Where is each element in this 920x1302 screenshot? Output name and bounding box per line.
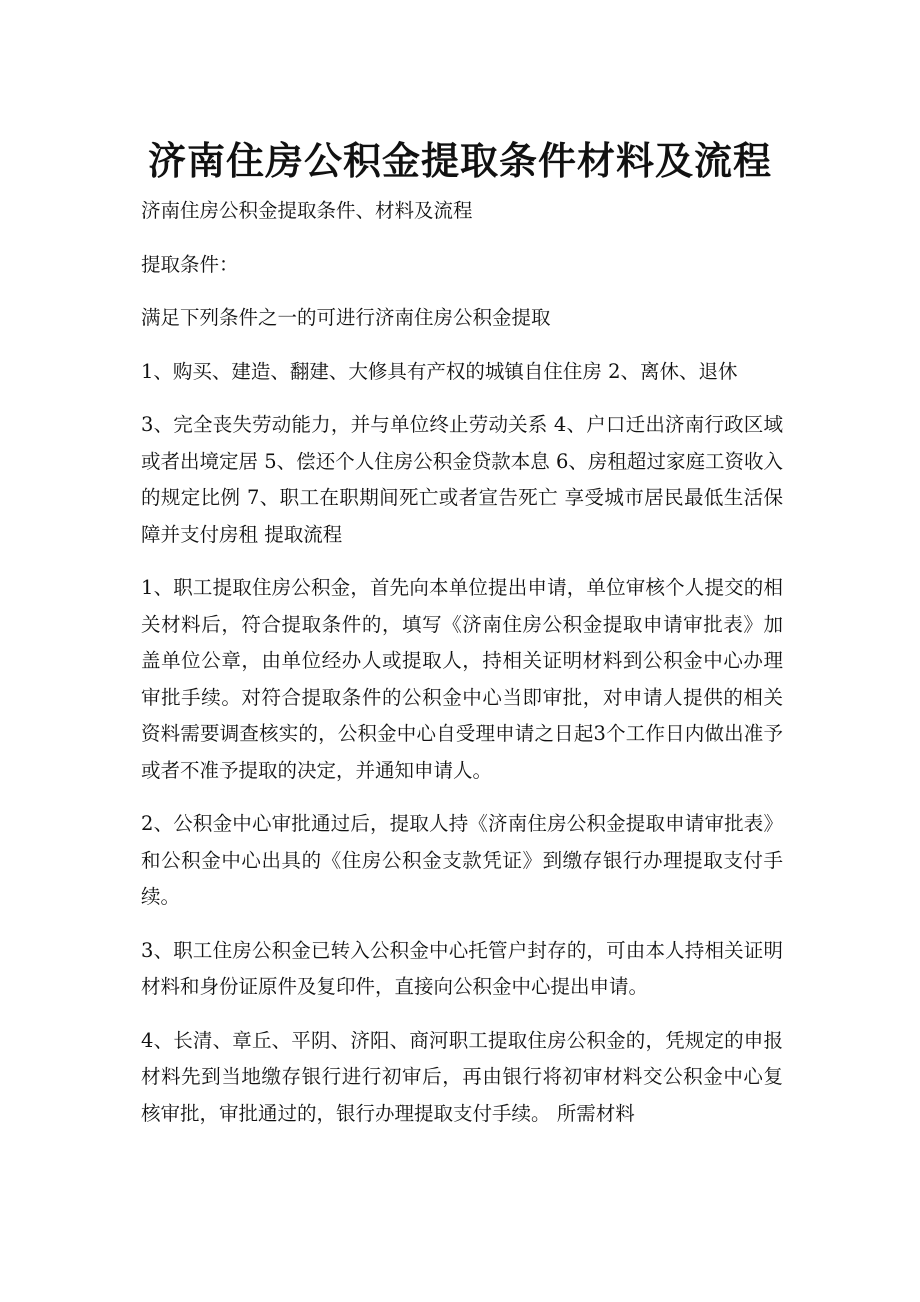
paragraph-conditions-1-2: 1、购买、建造、翻建、大修具有产权的城镇自住住房 2、离休、退休 <box>141 359 738 383</box>
paragraph-conditions-intro: 满足下列条件之一的可进行济南住房公积金提取 <box>141 306 551 329</box>
paragraph-process-step-4: 4、长清、章丘、平阴、济阳、商河职工提取住房公积金的，凭规定的申报材料先到当地缴存银行进行初审后，再由银行将初审材料交公积金中心复核审批，审批通过的，银行办理提取支付手续。 所需材料 <box>141 1028 783 1125</box>
paragraph-process-step-1: 1、职工提取住房公积金，首先向本单位提出申请，单位审核个人提交的相关材料后，符合提取条件的，填写《济南住房公积金提取申请审批表》加盖单位公章，由单位经办人或提取人，持相关证明材料到公积金中心办理审批手续。对符合提取条件的公积金中心当即审批，对申请人提供的相关资料需要调查核实的，公积金中心自受理申请之日起3个工作日内做出准予或者不准予提取的决定，并通知申请人。 <box>141 576 783 782</box>
paragraph-process-step-2: 2、公积金中心审批通过后，提取人持《济南住房公积金提取申请审批表》和公积金中心出具的《住房公积金支款凭证》到缴存银行办理提取支付手续。 <box>141 812 783 908</box>
paragraph-conditions-3-7: 3、完全丧失劳动能力，并与单位终止劳动关系 4、户口迁出济南行政区域或者出境定居 5、偿还个人住房公积金贷款本息 6、房租超过家庭工资收入的规定比例 7、职工在职期间死亡或者宣告死亡 享受城市居民最低生活保障并支付房租 提取流程 <box>141 413 783 546</box>
paragraph-conditions-heading: 提取条件： <box>141 252 239 276</box>
paragraph-process-step-3: 3、职工住房公积金已转入公积金中心托管户封存的，可由本人持相关证明材料和身份证原件及复印件，直接向公积金中心提出申请。 <box>141 938 783 998</box>
document-title: 济南住房公积金提取条件材料及流程 <box>147 138 772 184</box>
paragraph-subtitle: 济南住房公积金提取条件、材料及流程 <box>141 199 473 222</box>
document-body <box>141 193 783 1149</box>
